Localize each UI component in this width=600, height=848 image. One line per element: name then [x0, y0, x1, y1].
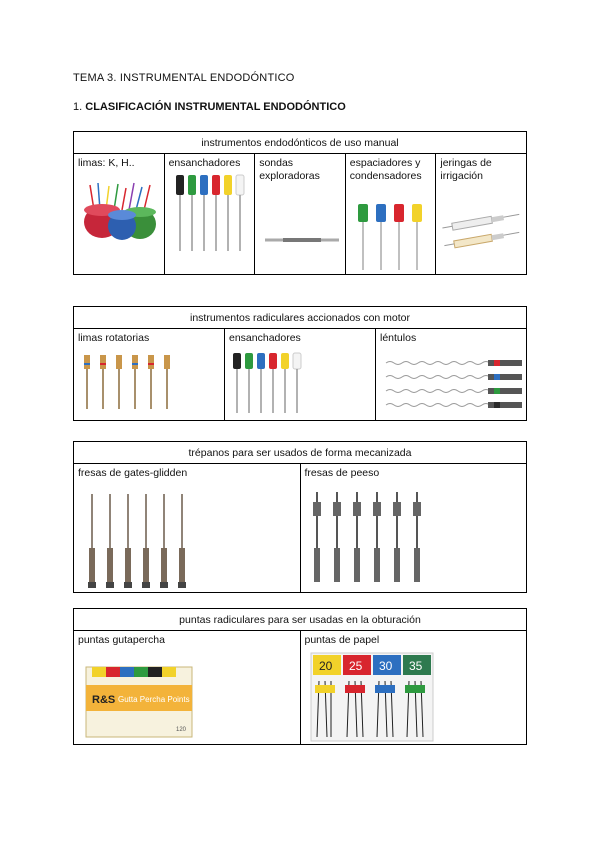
cell-lentulos [376, 329, 527, 421]
file-stands-image [82, 180, 160, 244]
page-title: TEMA 3. INSTRUMENTAL ENDODÓNTICO [73, 72, 295, 84]
burs-table [73, 441, 527, 593]
limas-rotatorias-label: limas rotatorias [78, 332, 150, 344]
cell-jeringas [436, 154, 527, 275]
papel-label: puntas de papel [304, 634, 380, 646]
section-title: CLASIFICACIÓN INSTRUMENTAL ENDODÓNTICO [85, 101, 346, 113]
points-header: puntas radiculares para ser usadas en la obturación [74, 609, 527, 631]
motor-reamers-image [231, 351, 307, 415]
section-number: 1. [73, 101, 83, 113]
points-table [73, 608, 527, 745]
lentulos-label: léntulos [380, 332, 417, 344]
motor-instruments-table [73, 306, 527, 421]
gutta-count-text: 120 [176, 727, 187, 733]
jeringas-label: jeringas de irrigación [440, 157, 492, 182]
gates-glidden-burs-image [82, 488, 192, 590]
motor-instruments-header: instrumentos radiculares accionados con motor [74, 307, 527, 329]
paper-size-30: 30 [378, 659, 392, 673]
peeso-burs-image [307, 488, 423, 590]
limas-label: limas: K, H.. [78, 157, 135, 169]
gutta-brand-text: R&S [92, 694, 116, 706]
sondas-label: sondas exploradoras [259, 157, 320, 182]
manual-instruments-table [73, 131, 527, 275]
cell-ensanchadores-manual [164, 154, 255, 275]
burs-header: trépanos para ser usados de forma mecanizada [74, 442, 527, 464]
paper-size-25: 25 [348, 659, 362, 673]
cell-gates-glidden [74, 464, 301, 593]
syringes-image [442, 210, 522, 250]
manual-reamers-image [174, 173, 248, 253]
spreaders-image [354, 202, 432, 272]
espaciadores-label: espaciadores y condensadores [349, 157, 422, 182]
rotary-files-image [80, 353, 172, 413]
cell-papel [300, 631, 527, 745]
paper-points-box-image [309, 651, 435, 745]
manual-instruments-header: instrumentos endodónticos de uso manual [74, 132, 527, 154]
lentulo-spirals-image [384, 345, 524, 417]
gutapercha-label: puntas gutapercha [78, 634, 165, 646]
paper-size-35: 35 [408, 659, 422, 673]
explorer-probe-image [263, 234, 341, 246]
ensanchadores-motor-label: ensanchadores [229, 332, 301, 344]
cell-gutapercha [74, 631, 301, 745]
cell-limas-rotatorias [74, 329, 225, 421]
ensanchadores-manual-label: ensanchadores [168, 157, 241, 169]
cell-ensanchadores-motor [225, 329, 376, 421]
cell-limas [74, 154, 165, 275]
peeso-label: fresas de peeso [304, 467, 380, 479]
cell-peeso [300, 464, 527, 593]
gutta-product-text: Gutta Percha Points [118, 695, 190, 704]
gates-glidden-label: fresas de gates-glidden [78, 467, 188, 479]
section-heading [73, 101, 346, 113]
cell-sondas [255, 154, 346, 275]
gutta-percha-box-image [84, 655, 194, 741]
paper-size-20: 20 [318, 659, 332, 673]
cell-espaciadores [345, 154, 436, 275]
